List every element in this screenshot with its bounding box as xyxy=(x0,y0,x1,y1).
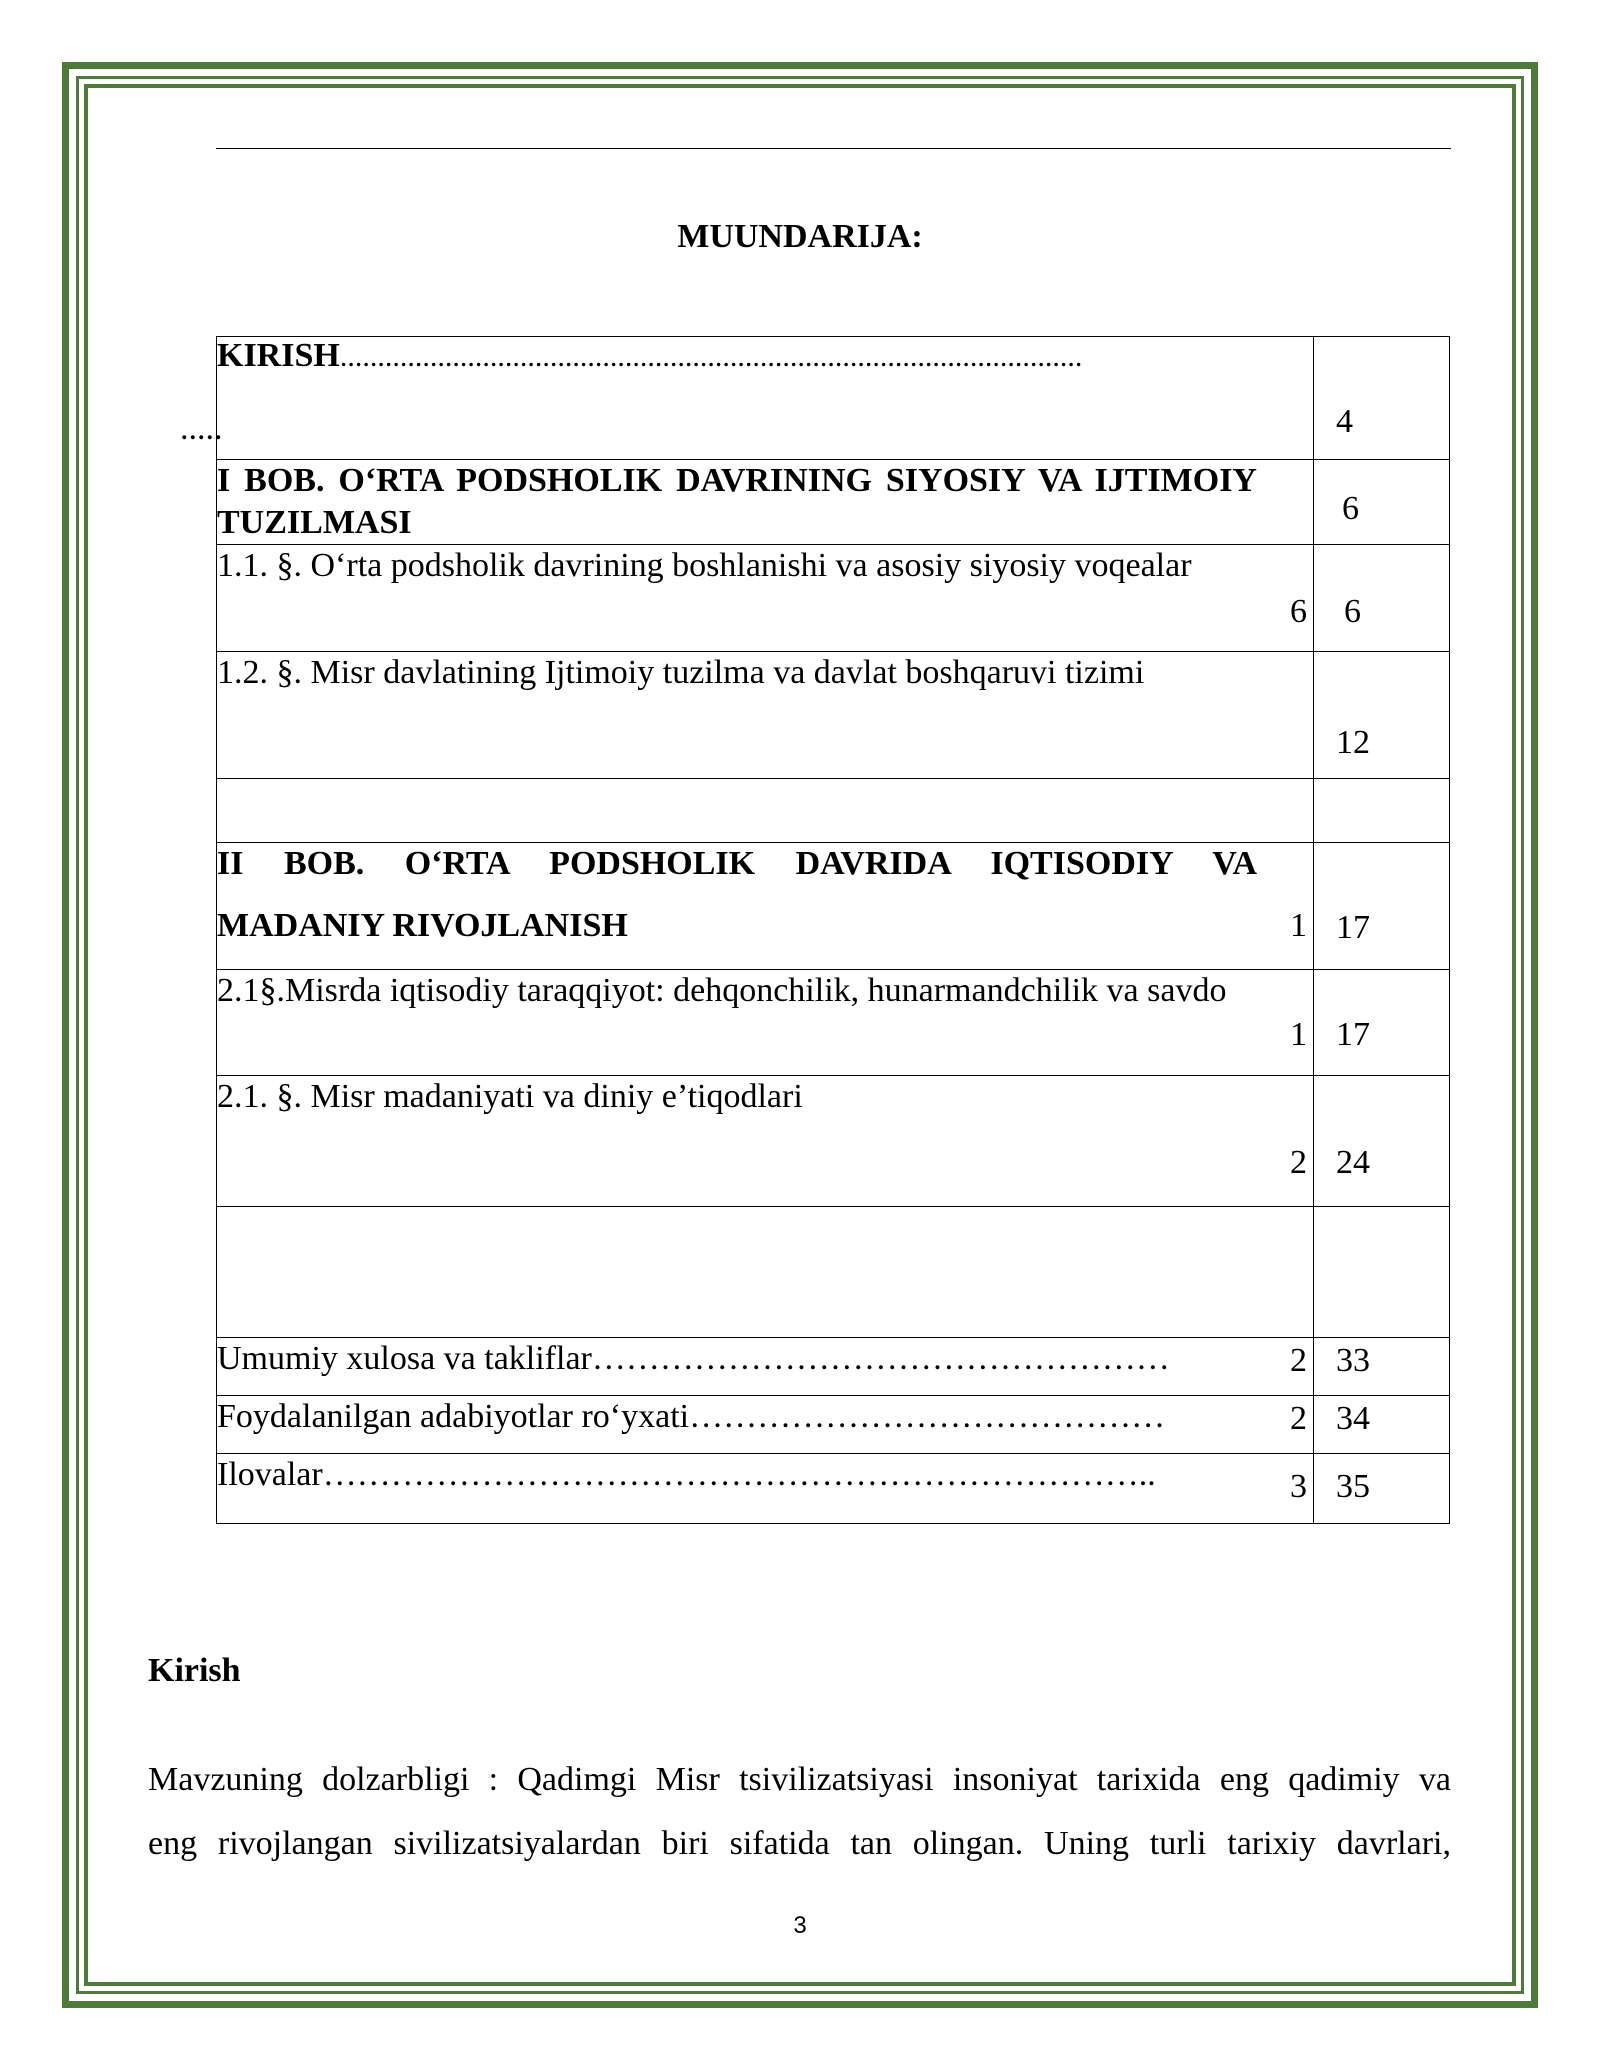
toc-entry-text: 2.1. §. Misr madaniyati va diniy e’tiqodlari xyxy=(217,1078,803,1115)
toc-page-number: 12 xyxy=(1336,724,1370,761)
table-of-contents xyxy=(216,336,1450,1524)
toc-stray-number: 1 xyxy=(1290,1016,1307,1053)
toc-stray-number: 2 xyxy=(1290,1342,1307,1379)
toc-entry-text: 2.1§.Misrda iqtisodiy taraqqiyot: dehqonchilik, hunarmandchilik va savdo xyxy=(217,972,1227,1009)
toc-row xyxy=(217,652,1450,779)
toc-title: MUUNDARIJA: xyxy=(677,218,923,255)
toc-page-number: 6 xyxy=(1344,593,1361,630)
toc-page-number: 4 xyxy=(1336,403,1353,440)
toc-row xyxy=(217,460,1450,545)
toc-entry-text: Ilovalar……………………………………………………………….. xyxy=(217,1456,1156,1493)
toc-entry-text: Foydalanilgan adabiyotlar ro‘yxati…………………………………… xyxy=(217,1398,1166,1435)
section-heading: Kirish xyxy=(148,1652,241,1689)
toc-entry-text-line2: MADANIY RIVOJLANISH xyxy=(217,907,628,944)
toc-page-number: 34 xyxy=(1336,1400,1370,1437)
toc-page-number: 17 xyxy=(1336,909,1370,946)
toc-row xyxy=(217,970,1450,1076)
toc-page-number: 33 xyxy=(1336,1342,1370,1379)
toc-entry-text: KIRISH xyxy=(217,337,340,374)
toc-row-empty xyxy=(217,779,1450,843)
toc-entry-text: I BOB. O‘RTA PODSHOLIK DAVRINING SIYOSIY VA IJTIMOIY TUZILMASI xyxy=(217,462,1257,541)
toc-page-number: 17 xyxy=(1336,1016,1370,1053)
toc-page-number: 6 xyxy=(1342,490,1359,527)
toc-row xyxy=(217,545,1450,652)
intro-paragraph xyxy=(148,1748,1451,1876)
toc-row xyxy=(217,1076,1450,1207)
toc-row xyxy=(217,337,1450,460)
toc-entry-dots: ................................................................................................... xyxy=(339,340,1083,373)
toc-row-empty xyxy=(217,1207,1450,1338)
toc-entry-text: 1.2. §. Misr davlatining Ijtimoiy tuzilma va davlat boshqaruvi tizimi xyxy=(217,654,1145,691)
toc-page-number: 35 xyxy=(1336,1468,1370,1505)
toc-stray-number: 6 xyxy=(1290,593,1307,630)
toc-stray-number: 1 xyxy=(1290,907,1307,944)
paragraph-line: eng rivojlangan sivilizatsiyalardan biri sifatida tan olingan. Uning turli tarixiy davrlari, xyxy=(148,1825,1451,1862)
toc-row xyxy=(217,1396,1450,1454)
toc-entry-text: 1.1. §. O‘rta podsholik davrining boshlanishi va asosiy siyosiy voqealar xyxy=(217,547,1192,584)
stray-dots: ..... xyxy=(180,410,223,447)
toc-stray-number: 2 xyxy=(1290,1400,1307,1437)
page-number: 3 xyxy=(793,1912,807,1939)
toc-stray-number: 2 xyxy=(1290,1144,1307,1181)
paragraph-line: Mavzuning dolzarbligi : Qadimgi Misr tsivilizatsiyasi insoniyat tarixida eng qadimiy va xyxy=(148,1761,1451,1798)
toc-stray-number: 3 xyxy=(1290,1468,1307,1505)
toc-page-number: 24 xyxy=(1336,1144,1370,1181)
toc-entry-text-line1: II BOB. O‘RTA PODSHOLIK DAVRIDA IQTISODIY VA xyxy=(217,845,1257,882)
toc-row xyxy=(217,843,1450,970)
toc-entry-text: Umumiy xulosa va takliflar…………………………………………… xyxy=(217,1340,1170,1377)
toc-row xyxy=(217,1338,1450,1396)
toc-row xyxy=(217,1454,1450,1524)
header-rule xyxy=(216,148,1451,149)
